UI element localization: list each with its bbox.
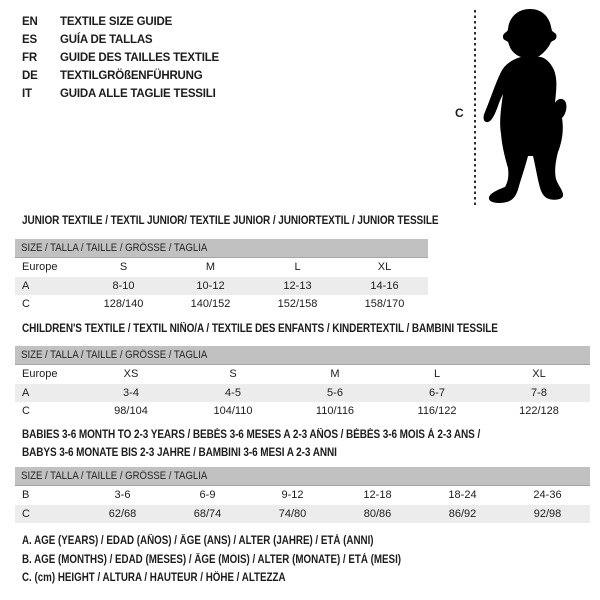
babies-section-title <box>22 426 549 462</box>
table-cell: S <box>229 368 237 381</box>
size-header-label: SIZE / TALLA / TAILLE / GRÖSSE / TAGLIA <box>21 242 208 254</box>
children-size-table <box>15 346 590 421</box>
language-row <box>22 13 219 31</box>
babies-section-title-line2: BABYS 3-6 MONATE BIS 2-3 JAHRE / BAMBINI 3-6 MESI A 2-3 ANNI <box>22 447 337 459</box>
table-cell: 86/92 <box>448 507 477 520</box>
children-table-rows <box>15 365 590 421</box>
table-cell: 12-18 <box>363 489 392 502</box>
children-section-title: CHILDREN'S TEXTILE / TEXTIL NIÑO/A / TEXTILE DES ENFANTS / KINDERTEXTIL / BAMBINI TESSILE <box>22 323 498 335</box>
language-code: IT <box>22 88 32 100</box>
table-cell: 110/116 <box>315 405 355 418</box>
table-row <box>15 486 590 505</box>
legend-note-line: B. AGE (MONTHS) / EDAD (MESES) / ÂGE (MOIS) / ALTER (MONATE) / ETÀ (MESI) <box>22 553 402 566</box>
table-cell: 68/74 <box>193 507 222 520</box>
table-cell: 122/128 <box>519 405 559 418</box>
babies-size-table <box>15 467 590 523</box>
table-cell: 104/110 <box>213 405 253 418</box>
table-row <box>15 384 590 403</box>
size-header-bar <box>15 346 590 365</box>
row-label: Europe <box>22 261 58 274</box>
legend-note-line: C. (cm) HEIGHT / ALTURA / HAUTEUR / HÖHE / ALTEZZA <box>22 572 286 584</box>
table-row <box>15 277 428 296</box>
table-cell: 3-4 <box>123 386 139 399</box>
row-label: C <box>22 405 30 418</box>
size-header-label: SIZE / TALLA / TAILLE / GRÖSSE / TAGLIA <box>21 470 208 482</box>
language-code: DE <box>22 70 38 82</box>
table-cell: 116/122 <box>417 405 457 418</box>
language-code: EN <box>22 16 38 28</box>
language-title: GUIDE DES TAILLES TEXTILE <box>60 52 219 64</box>
language-row <box>22 67 219 85</box>
table-cell: 7-8 <box>531 386 547 399</box>
height-dashed-line <box>474 10 476 207</box>
table-cell: 10-12 <box>196 279 225 292</box>
table-cell: 4-5 <box>225 386 241 399</box>
language-title: GUÍA DE TALLAS <box>60 34 153 46</box>
legend-note-line: A. AGE (YEARS) / EDAD (AÑOS) / ÂGE (ANS) / ALTER (JAHRE) / ETÀ (ANNI) <box>22 535 374 547</box>
language-title: TEXTILE SIZE GUIDE <box>60 16 173 28</box>
table-cell: S <box>119 261 128 274</box>
table-cell: 6-9 <box>199 489 216 502</box>
table-cell: L <box>294 261 301 274</box>
row-label: A <box>22 386 30 399</box>
table-cell: 158/170 <box>364 298 405 311</box>
table-cell: 140/152 <box>190 298 231 311</box>
size-header-bar <box>15 467 590 486</box>
row-label: C <box>22 507 30 520</box>
table-cell: 24-36 <box>533 489 562 502</box>
table-cell: 3-6 <box>114 489 131 502</box>
table-cell: 14-16 <box>370 279 399 292</box>
language-code: FR <box>22 52 37 64</box>
table-row <box>15 505 590 524</box>
junior-size-table <box>15 239 428 314</box>
table-row <box>15 402 590 421</box>
table-row <box>15 365 590 384</box>
language-row <box>22 49 219 67</box>
table-cell: L <box>433 368 441 381</box>
row-label: B <box>22 489 30 502</box>
table-cell: 18-24 <box>448 489 477 502</box>
size-header-label: SIZE / TALLA / TAILLE / GRÖSSE / TAGLIA <box>21 349 208 361</box>
row-label: Europe <box>22 368 58 381</box>
junior-table-rows <box>15 258 428 314</box>
language-title: TEXTILGRÖßENFÜHRUNG <box>60 70 203 82</box>
junior-section-title: JUNIOR TEXTILE / TEXTIL JUNIOR/ TEXTILE JUNIOR / JUNIORTEXTIL / JUNIOR TESSILE <box>22 215 439 227</box>
language-row <box>22 31 219 49</box>
table-cell: 80/86 <box>363 507 392 520</box>
table-cell: 92/98 <box>533 507 562 520</box>
row-label: A <box>22 279 30 292</box>
language-title: GUIDA ALLE TAGLIE TESSILI <box>60 88 216 100</box>
table-cell: XL <box>377 261 392 274</box>
legend-notes <box>22 532 468 588</box>
language-code: ES <box>22 34 37 46</box>
table-cell: 9-12 <box>281 489 304 502</box>
table-cell: 74/80 <box>278 507 307 520</box>
table-cell: M <box>330 368 340 381</box>
table-cell: 6-7 <box>429 386 445 399</box>
table-cell: XL <box>532 368 546 381</box>
height-c-label: C <box>455 106 464 120</box>
size-header-bar <box>15 239 428 258</box>
table-cell: 98/104 <box>114 405 148 418</box>
table-cell: 128/140 <box>103 298 144 311</box>
table-cell: 62/68 <box>108 507 137 520</box>
babies-section-title-line1: BABIES 3-6 MONTH TO 2-3 YEARS / BEBÉS 3-6 MESES A 2-3 AÑOS / BÉBÉS 3-6 MOIS À 2-3 ANS / <box>22 429 481 441</box>
table-cell: 8-10 <box>112 279 135 292</box>
toddler-silhouette <box>477 6 589 208</box>
table-cell: M <box>205 261 216 274</box>
row-label: C <box>22 298 30 311</box>
babies-table-rows <box>15 486 590 523</box>
table-cell: 5-6 <box>327 386 343 399</box>
table-cell: 152/158 <box>277 298 318 311</box>
table-cell: XS <box>123 368 139 381</box>
table-cell: 12-13 <box>283 279 312 292</box>
table-row <box>15 258 428 277</box>
table-row <box>15 295 428 314</box>
language-row <box>22 85 219 103</box>
language-list <box>22 13 219 103</box>
